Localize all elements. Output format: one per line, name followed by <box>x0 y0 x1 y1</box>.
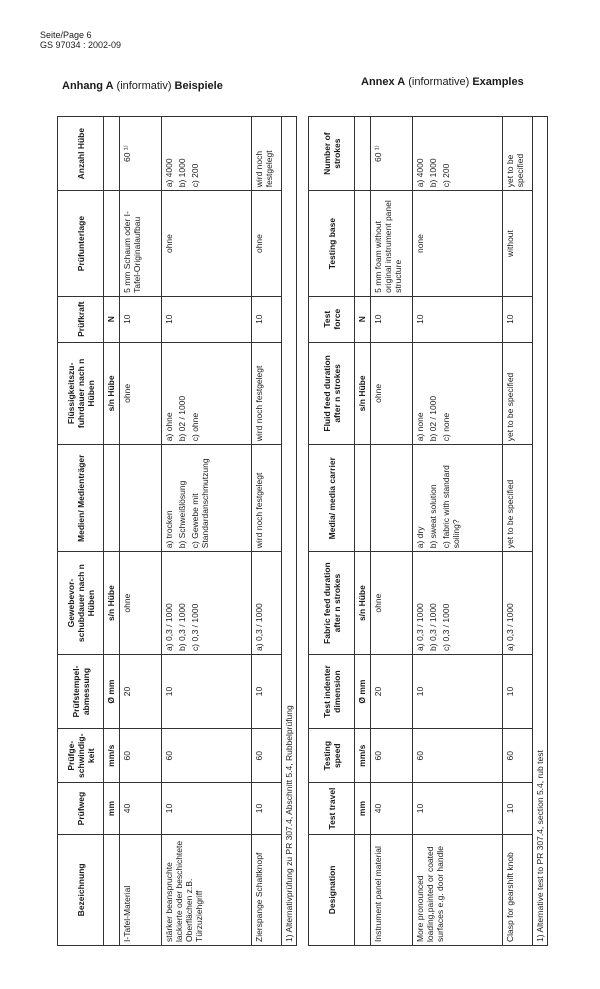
cell-text: a) trocken <box>164 510 174 549</box>
table-cell <box>503 296 533 342</box>
table-cell <box>503 729 533 783</box>
unit-cell: mm/s <box>104 729 120 783</box>
cell-text: 60 <box>373 751 383 761</box>
table-cell <box>371 552 413 655</box>
cell-text: 10 <box>505 803 515 814</box>
column-header: Medien/ Medienträger <box>58 445 104 552</box>
header-row <box>309 117 355 946</box>
table-cell <box>252 834 282 945</box>
cell-text: a) none <box>415 412 425 442</box>
cell-text: wird noch festgelegt <box>254 150 274 188</box>
unit-cell: Ø mm <box>104 654 120 728</box>
unit-cell <box>355 117 371 191</box>
column-header: Test force <box>309 296 355 342</box>
footnote: 1) Alternative test to PR 307.4, section 5.4, rub test <box>533 117 548 946</box>
table-cell <box>252 191 282 297</box>
cell-text: b) sweat solution <box>428 484 438 549</box>
table-cell <box>371 296 413 342</box>
cell-text: 20 <box>373 686 383 697</box>
column-header: Fabric feed duration after n strokes <box>309 552 355 655</box>
cell-text: c) 0,3 / 1000 <box>190 603 200 651</box>
cell-text: 60 ¹⁾ <box>122 145 132 163</box>
cell-text: 60 <box>164 751 174 761</box>
table-row <box>120 117 162 946</box>
cell-text: 20 <box>122 686 132 697</box>
table-cell <box>252 117 282 191</box>
column-header: Prüfkraft <box>58 296 104 342</box>
table-cell <box>162 296 252 342</box>
unit-cell <box>104 191 120 297</box>
column-header: Number of strokes <box>309 117 355 191</box>
column-header: Testing speed <box>309 729 355 783</box>
cell-text: 10 <box>505 314 515 324</box>
table-cell <box>120 783 162 834</box>
table-row <box>503 117 533 946</box>
examples-table-de <box>57 116 297 946</box>
page-number: Seite/Page 6 <box>40 30 92 40</box>
table-cell <box>413 342 503 445</box>
cell-text: 60 <box>415 751 425 761</box>
footnote: 1) Alternativprüfung zu PR 307.4, Abschnitt 5.4, Rubbelprüfung <box>282 117 297 946</box>
table-cell <box>503 445 533 552</box>
table-row <box>371 117 413 946</box>
cell-text: 60 <box>254 751 264 761</box>
cell-text: c) fabric with standard soiling? <box>441 465 461 549</box>
table-german <box>57 116 294 946</box>
table-cell <box>162 445 252 552</box>
table-cell <box>252 729 282 783</box>
cell-text: 10 <box>254 314 264 324</box>
table-cell <box>162 117 252 191</box>
table-cell <box>413 552 503 655</box>
annex-title-de <box>62 80 223 92</box>
cell-text: Zierspange Schaltknopf <box>254 852 264 942</box>
cell-text: a) dry <box>415 526 425 549</box>
table-cell <box>371 834 413 945</box>
cell-text: I-Tafel-Material <box>122 885 132 942</box>
cell-text: 40 <box>373 803 383 814</box>
column-header: Testing base <box>309 191 355 297</box>
table-cell <box>120 834 162 945</box>
column-header: Flüssigkeitszu-fuhrdauer nach n Hüben <box>58 342 104 445</box>
table-cell <box>371 445 413 552</box>
unit-cell <box>355 834 371 945</box>
annex-subtitle-de: Beispiele <box>174 80 223 92</box>
annex-info-en: (informative) <box>408 76 470 88</box>
units-row <box>104 117 120 946</box>
table-cell <box>162 342 252 445</box>
table-row <box>162 117 252 946</box>
table-cell <box>503 783 533 834</box>
units-row <box>355 117 371 946</box>
table-cell <box>503 552 533 655</box>
unit-cell: s/n Hübe <box>104 342 120 445</box>
table-cell <box>120 296 162 342</box>
cell-text: c) 0,3 / 1000 <box>441 603 451 651</box>
table-cell <box>252 445 282 552</box>
table-cell <box>371 729 413 783</box>
annex-label-en: Annex A <box>361 76 406 88</box>
unit-cell: N <box>355 296 371 342</box>
unit-cell: N <box>104 296 120 342</box>
cell-text: c) 200 <box>441 163 451 188</box>
unit-cell: Ø mm <box>355 654 371 728</box>
examples-table-en <box>308 116 548 946</box>
annex-info-de: (informativ) <box>116 80 172 92</box>
table-cell <box>413 654 503 728</box>
cell-text: b) Schweißlösung <box>177 480 187 549</box>
column-header: Anzahl Hübe <box>58 117 104 191</box>
column-header: Media/ media carrier <box>309 445 355 552</box>
table-cell <box>413 445 503 552</box>
cell-text: 10 <box>415 686 425 697</box>
table-cell <box>162 729 252 783</box>
cell-text: ohne <box>373 593 383 613</box>
table-english <box>308 116 545 946</box>
annex-subtitle-en: Examples <box>472 76 524 88</box>
cell-text: a) 0,3 / 1000 <box>254 603 264 651</box>
cell-text: ohne <box>122 593 132 613</box>
cell-text: 40 <box>122 803 132 814</box>
cell-text: b) 02 / 1000 <box>428 395 438 442</box>
column-header: Prüfge-schwindig-keit <box>58 729 104 783</box>
cell-text: Clasp for gearshift knob <box>505 852 515 942</box>
table-cell <box>503 654 533 728</box>
table-cell <box>252 654 282 728</box>
cell-text: More pronounced loading,painted or coated surfaces e.g. door handle <box>415 846 445 942</box>
cell-text: yet to be specified <box>505 372 515 442</box>
table-cell <box>252 296 282 342</box>
unit-cell: mm/s <box>355 729 371 783</box>
table-cell <box>503 191 533 297</box>
cell-text: 60 <box>122 751 132 761</box>
table-cell <box>120 342 162 445</box>
cell-text: wird noch festgelegt <box>254 365 264 442</box>
cell-text: stärker beanspruchte lackierte oder beschichtete Oberflächen z.B. Türzuziehgriff <box>164 840 204 942</box>
cell-text: 60 <box>505 751 515 761</box>
table-cell <box>120 445 162 552</box>
cell-text: 10 <box>164 803 174 814</box>
cell-text: b) 0,3 / 1000 <box>428 603 438 651</box>
cell-text: yet to be specified <box>505 153 525 188</box>
cell-text: 10 <box>254 803 264 814</box>
cell-text: 5 mm Schaum oder I-Tafel-Originalaufbau <box>122 211 142 293</box>
column-header: Designation <box>309 834 355 945</box>
cell-text: 10 <box>122 314 132 324</box>
column-header: Gewebevor-schubdauer nach n Hüben <box>58 552 104 655</box>
table-cell <box>503 342 533 445</box>
table-cell <box>413 783 503 834</box>
table-row <box>413 117 503 946</box>
unit-cell <box>104 117 120 191</box>
cell-text: a) 0,3 / 1000 <box>505 603 515 651</box>
table-cell <box>120 654 162 728</box>
cell-text: b) 1000 <box>428 158 438 188</box>
cell-text: 10 <box>164 314 174 324</box>
footnote-row <box>533 117 548 946</box>
table-row <box>252 117 282 946</box>
table-cell <box>371 191 413 297</box>
cell-text: b) 0,3 / 1000 <box>177 603 187 651</box>
table-cell <box>252 342 282 445</box>
table-cell <box>120 552 162 655</box>
cell-text: wird noch festgelegt <box>254 472 264 549</box>
cell-text: c) none <box>441 412 451 442</box>
table-cell <box>162 654 252 728</box>
table-cell <box>371 342 413 445</box>
table-cell <box>413 191 503 297</box>
table-cell <box>162 191 252 297</box>
cell-text: 10 <box>254 686 264 697</box>
table-cell <box>371 783 413 834</box>
unit-cell: mm <box>355 783 371 834</box>
cell-text: none <box>415 234 425 254</box>
column-header: Prüfweg <box>58 783 104 834</box>
cell-text: yet to be specified <box>505 479 515 549</box>
table-cell <box>371 654 413 728</box>
column-header: Prüfunterlage <box>58 191 104 297</box>
cell-text: a) 4000 <box>164 158 174 188</box>
unit-cell <box>355 191 371 297</box>
cell-text: 10 <box>505 686 515 697</box>
unit-cell <box>104 445 120 552</box>
column-header: Test indenter dimension <box>309 654 355 728</box>
page-header <box>40 30 121 50</box>
table-cell <box>503 117 533 191</box>
cell-text: ohne <box>373 383 383 403</box>
cell-text: ohne <box>164 234 174 254</box>
table-cell <box>413 296 503 342</box>
table-cell <box>413 117 503 191</box>
table-cell <box>162 552 252 655</box>
cell-text: c) ohne <box>190 412 200 442</box>
cell-text: Instrument panel material <box>373 846 383 942</box>
cell-text: a) 4000 <box>415 158 425 188</box>
table-cell <box>162 783 252 834</box>
cell-text: b) 1000 <box>177 158 187 188</box>
cell-text: c) 200 <box>190 163 200 188</box>
unit-cell <box>355 445 371 552</box>
column-header: Prüfstempel-abmessung <box>58 654 104 728</box>
unit-cell: mm <box>104 783 120 834</box>
cell-text: 10 <box>415 803 425 814</box>
table-cell <box>120 117 162 191</box>
cell-text: c) Gewebe mit Standardanschmutzung <box>190 458 210 549</box>
table-cell <box>413 729 503 783</box>
cell-text: a) 0,3 / 1000 <box>164 603 174 651</box>
annex-title-en <box>361 76 524 88</box>
column-header: Test travel <box>309 783 355 834</box>
cell-text: b) 02 / 1000 <box>177 395 187 442</box>
cell-text: 10 <box>415 314 425 324</box>
annex-label-de: Anhang A <box>62 80 114 92</box>
table-cell <box>413 834 503 945</box>
unit-cell: s/n Hübe <box>355 552 371 655</box>
unit-cell: s/n Hübe <box>355 342 371 445</box>
footnote-row <box>282 117 297 946</box>
column-header: Bezeichnung <box>58 834 104 945</box>
table-cell <box>252 783 282 834</box>
table-cell <box>503 834 533 945</box>
cell-text: 10 <box>373 314 383 324</box>
cell-text: a) ohne <box>164 412 174 442</box>
column-header: Fluid feed duration after n strokes <box>309 342 355 445</box>
table-cell <box>252 552 282 655</box>
cell-text: 5 mm foam without original instrument panel structure <box>373 200 403 293</box>
cell-text: 10 <box>164 686 174 697</box>
header-row <box>58 117 104 946</box>
table-cell <box>120 729 162 783</box>
unit-cell: s/n Hübe <box>104 552 120 655</box>
cell-text: 60 ¹⁾ <box>373 145 383 163</box>
cell-text: ohne <box>122 383 132 403</box>
table-cell <box>371 117 413 191</box>
standard-number: GS 97034 : 2002-09 <box>40 40 122 50</box>
table-cell <box>162 834 252 945</box>
table-cell <box>120 191 162 297</box>
cell-text: ohne <box>254 234 264 254</box>
cell-text: without <box>505 230 515 258</box>
unit-cell <box>104 834 120 945</box>
cell-text: a) 0,3 / 1000 <box>415 603 425 651</box>
